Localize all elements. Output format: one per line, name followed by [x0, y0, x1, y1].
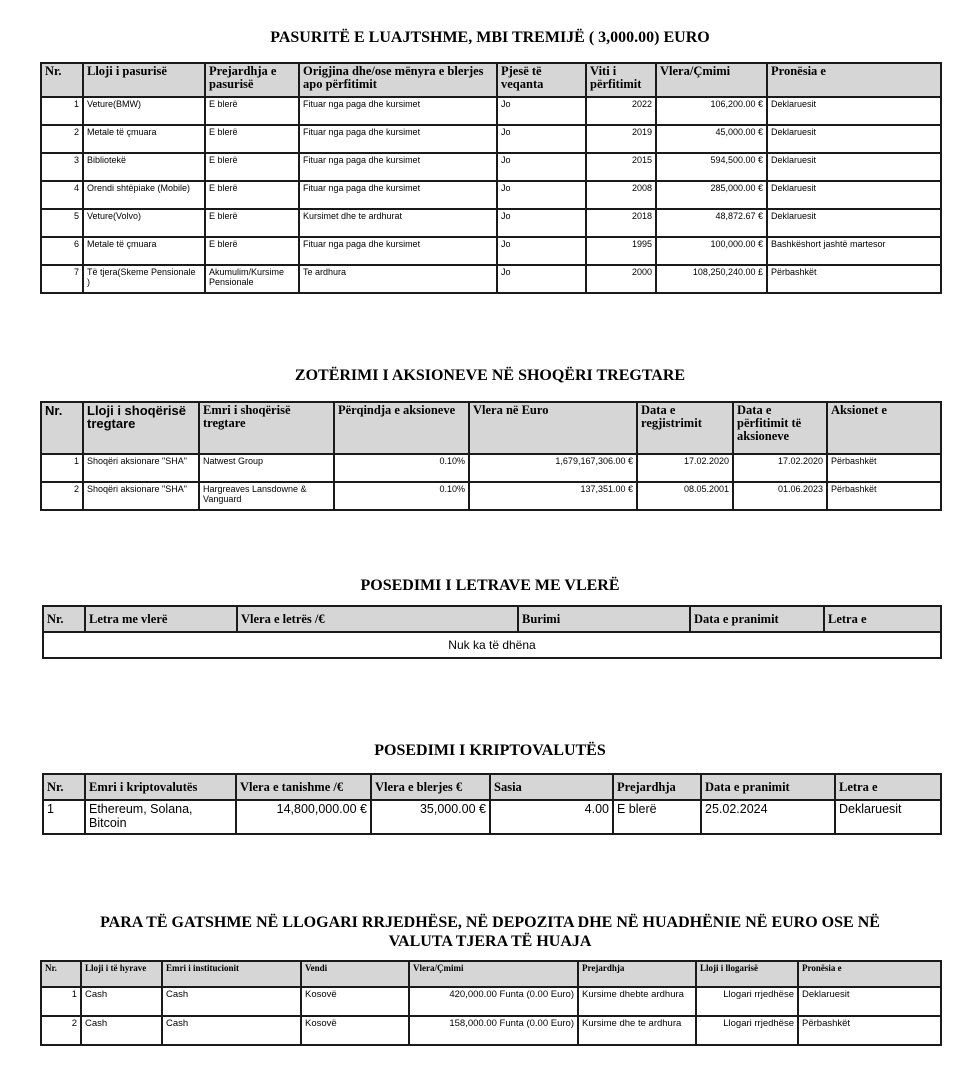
table-cell: Përbashkët — [827, 454, 941, 482]
table-cell: Natwest Group — [199, 454, 334, 482]
table-cell: Deklaruesit — [767, 209, 941, 237]
header-current-value: Vlera e tanishme /€ — [236, 774, 371, 800]
table-cell: Jo — [497, 265, 586, 293]
table-cell: E blerë — [205, 153, 299, 181]
crypto-body — [43, 800, 941, 834]
header-security-owner: Letra e — [824, 606, 941, 632]
header-institution: Emri i institucionit — [162, 961, 301, 987]
table-cell: 2 — [41, 125, 83, 153]
cash-title-line1: PARA TË GATSHME NË LLOGARI RRJEDHËSE, NË DEPOZITA DHE NË HUADHËNIE NË EURO OSE NË — [100, 914, 880, 931]
table-cell: E blerë — [613, 800, 701, 834]
table-cell: Llogari rrjedhëse — [696, 987, 798, 1016]
table-cell: Fituar nga paga dhe kursimet — [299, 181, 497, 209]
table-row — [41, 209, 941, 237]
table-cell: 48,872.67 € — [656, 209, 767, 237]
header-value: Vlera/Çmimi — [409, 961, 578, 987]
crypto-title: POSEDIMI I KRIPTOVALUTËS — [374, 742, 606, 759]
table-cell: Përbashkët — [798, 1016, 941, 1045]
table-cell: E blerë — [205, 209, 299, 237]
header-nr: Nr. — [43, 774, 85, 800]
table-cell: Te ardhura — [299, 265, 497, 293]
table-cell: Fituar nga paga dhe kursimet — [299, 125, 497, 153]
table-cell: Shoqëri aksionare "SHA" — [83, 482, 199, 510]
table-cell: 106,200.00 € — [656, 97, 767, 125]
table-cell: Përbashkët — [767, 265, 941, 293]
table-row — [43, 632, 941, 658]
header-acquisition-date: Data e përfitimit të aksioneve — [733, 402, 827, 454]
table-header-row — [41, 961, 941, 987]
header-crypto-owner: Letra e — [835, 774, 941, 800]
table-cell: 2015 — [586, 153, 656, 181]
header-source: Burimi — [518, 606, 690, 632]
table-cell: 2 — [41, 482, 83, 510]
table-row — [41, 237, 941, 265]
table-header-row — [41, 63, 941, 97]
table-cell: 7 — [41, 265, 83, 293]
table-cell: Kursimet dhe te ardhurat — [299, 209, 497, 237]
table-cell: Jo — [497, 209, 586, 237]
table-row — [41, 181, 941, 209]
table-cell: 285,000.00 € — [656, 181, 767, 209]
header-ownership: Pronësia e — [767, 63, 941, 97]
table-cell: E blerë — [205, 97, 299, 125]
table-cell: Ethereum, Solana, Bitcoin — [85, 800, 236, 834]
header-crypto-name: Emri i kriptovalutës — [85, 774, 236, 800]
table-header-row — [43, 606, 941, 632]
table-cell: 3 — [41, 153, 83, 181]
table-cell: 25.02.2024 — [701, 800, 835, 834]
table-cell: 2 — [41, 1016, 81, 1045]
table-cell: 1995 — [586, 237, 656, 265]
table-cell: Jo — [497, 153, 586, 181]
table-cell: Kursime dhe te ardhura — [578, 1016, 696, 1045]
table-cell: 1 — [41, 97, 83, 125]
table-cell: 1 — [41, 987, 81, 1016]
table-cell: E blerë — [205, 125, 299, 153]
header-account-type: Lloji i llogarisë — [696, 961, 798, 987]
header-company-type: Lloji i shoqërisë tregtare — [83, 402, 199, 454]
table-row — [43, 800, 941, 834]
table-cell: Deklaruesit — [767, 97, 941, 125]
header-quantity: Sasia — [490, 774, 613, 800]
table-cell: Shoqëri aksionare "SHA" — [83, 454, 199, 482]
table-cell: Cash — [81, 987, 162, 1016]
cash-table — [40, 960, 942, 1046]
header-purchase-value: Vlera e blerjes € — [371, 774, 490, 800]
table-cell: Orendi shtëpiake (Mobile) — [83, 181, 205, 209]
table-cell: 2008 — [586, 181, 656, 209]
table-row — [41, 454, 941, 482]
table-row — [41, 987, 941, 1016]
header-acquisition-method: Origjina dhe/ose mënyra e blerjes apo përfitimit — [299, 63, 497, 97]
header-receipt-date: Data e pranimit — [690, 606, 824, 632]
table-cell: 137,351.00 € — [469, 482, 637, 510]
table-cell: 17.02.2020 — [637, 454, 733, 482]
header-nr: Nr. — [41, 961, 81, 987]
table-cell: 01.06.2023 — [733, 482, 827, 510]
table-row — [41, 97, 941, 125]
header-value: Vlera/Çmimi — [656, 63, 767, 97]
table-cell: Bibliotekë — [83, 153, 205, 181]
table-cell: Akumulim/Kursime Pensionale — [205, 265, 299, 293]
table-cell: 0.10% — [334, 454, 469, 482]
table-cell: Kosovë — [301, 1016, 409, 1045]
no-data-message: Nuk ka të dhëna — [43, 632, 941, 658]
table-cell: Metale të çmuara — [83, 237, 205, 265]
crypto-table — [42, 773, 942, 835]
table-cell: E blerë — [205, 237, 299, 265]
movable-assets-table — [40, 62, 942, 294]
header-nr: Nr. — [41, 63, 83, 97]
table-header-row — [43, 774, 941, 800]
header-nr: Nr. — [43, 606, 85, 632]
securities-title: POSEDIMI I LETRAVE ME VLERË — [360, 577, 620, 594]
header-security-value: Vlera e letrës /€ — [237, 606, 518, 632]
table-cell: 1 — [43, 800, 85, 834]
table-row — [41, 153, 941, 181]
table-cell: 14,800,000.00 € — [236, 800, 371, 834]
table-cell: Përbashkët — [827, 482, 941, 510]
header-receipt-date: Data e pranimit — [701, 774, 835, 800]
table-cell: Veture(Volvo) — [83, 209, 205, 237]
table-cell: 45,000.00 € — [656, 125, 767, 153]
cash-title — [0, 913, 980, 951]
table-cell: 1,679,167,306.00 € — [469, 454, 637, 482]
table-row — [41, 1016, 941, 1045]
table-cell: Jo — [497, 181, 586, 209]
header-registration-date: Data e regjistrimit — [637, 402, 733, 454]
table-cell: Jo — [497, 237, 586, 265]
table-cell: 158,000.00 Funta (0.00 Euro) — [409, 1016, 578, 1045]
table-cell: 17.02.2020 — [733, 454, 827, 482]
header-company-name: Emri i shoqërisë tregtare — [199, 402, 334, 454]
table-cell: Fituar nga paga dhe kursimet — [299, 97, 497, 125]
table-header-row — [41, 402, 941, 454]
table-cell: Metale të çmuara — [83, 125, 205, 153]
table-cell: Deklaruesit — [767, 153, 941, 181]
movable-assets-body — [41, 97, 941, 293]
table-cell: Fituar nga paga dhe kursimet — [299, 153, 497, 181]
header-income-type: Lloji i të hyrave — [81, 961, 162, 987]
table-cell: Hargreaves Lansdowne & Vanguard — [199, 482, 334, 510]
table-cell: Deklaruesit — [767, 125, 941, 153]
table-row — [41, 482, 941, 510]
movable-assets-title: PASURITË E LUAJTSHME, MBI TREMIJË ( 3,000.00) EURO — [270, 29, 710, 46]
table-cell: 2022 — [586, 97, 656, 125]
table-cell: Kosovë — [301, 987, 409, 1016]
cash-title-line2: VALUTA TJERA TË HUAJA — [388, 933, 592, 950]
header-ownership: Pronësia e — [798, 961, 941, 987]
table-cell: 35,000.00 € — [371, 800, 490, 834]
table-cell: Cash — [162, 987, 301, 1016]
table-cell: 2019 — [586, 125, 656, 153]
table-cell: 6 — [41, 237, 83, 265]
table-cell: Fituar nga paga dhe kursimet — [299, 237, 497, 265]
table-cell: Llogari rrjedhëse — [696, 1016, 798, 1045]
header-asset-type: Lloji i pasurisë — [83, 63, 205, 97]
table-cell: 108,250,240.00 £ — [656, 265, 767, 293]
table-row — [41, 265, 941, 293]
table-row — [41, 125, 941, 153]
header-special-parts: Pjesë të veqanta — [497, 63, 586, 97]
header-security: Letra me vlerë — [85, 606, 237, 632]
table-cell: 0.10% — [334, 482, 469, 510]
table-cell: Kursime dhebte ardhura — [578, 987, 696, 1016]
table-cell: 420,000.00 Funta (0.00 Euro) — [409, 987, 578, 1016]
table-cell: Jo — [497, 125, 586, 153]
header-asset-origin: Prejardhja e pasurisë — [205, 63, 299, 97]
header-nr: Nr. — [41, 402, 83, 454]
table-cell: 5 — [41, 209, 83, 237]
table-cell: Bashkëshort jashtë martesor — [767, 237, 941, 265]
table-cell: 08.05.2001 — [637, 482, 733, 510]
table-cell: Cash — [162, 1016, 301, 1045]
table-cell: Të tjera(Skeme Pensionale ) — [83, 265, 205, 293]
shares-title: ZOTËRIMI I AKSIONEVE NË SHOQËRI TREGTARE — [294, 367, 686, 384]
shares-table — [40, 401, 942, 511]
table-cell: Jo — [497, 97, 586, 125]
table-cell: 4 — [41, 181, 83, 209]
table-cell: Veture(BMW) — [83, 97, 205, 125]
header-value-euro: Vlera në Euro — [469, 402, 637, 454]
table-cell: Cash — [81, 1016, 162, 1045]
table-cell: 100,000.00 € — [656, 237, 767, 265]
table-cell: 594,500.00 € — [656, 153, 767, 181]
table-cell: 1 — [41, 454, 83, 482]
header-origin: Prejardhja — [578, 961, 696, 987]
table-cell: Deklaruesit — [835, 800, 941, 834]
header-shares-owner: Aksionet e — [827, 402, 941, 454]
table-cell: 4.00 — [490, 800, 613, 834]
table-cell: Deklaruesit — [767, 181, 941, 209]
table-cell: E blerë — [205, 181, 299, 209]
header-origin: Prejardhja — [613, 774, 701, 800]
table-cell: 2018 — [586, 209, 656, 237]
header-share-percent: Përqindja e aksioneve — [334, 402, 469, 454]
header-year: Viti i përfitimit — [586, 63, 656, 97]
cash-body — [41, 987, 941, 1045]
table-cell: Deklaruesit — [798, 987, 941, 1016]
table-cell: 2000 — [586, 265, 656, 293]
securities-table — [42, 605, 942, 659]
header-country: Vendi — [301, 961, 409, 987]
shares-body — [41, 454, 941, 510]
